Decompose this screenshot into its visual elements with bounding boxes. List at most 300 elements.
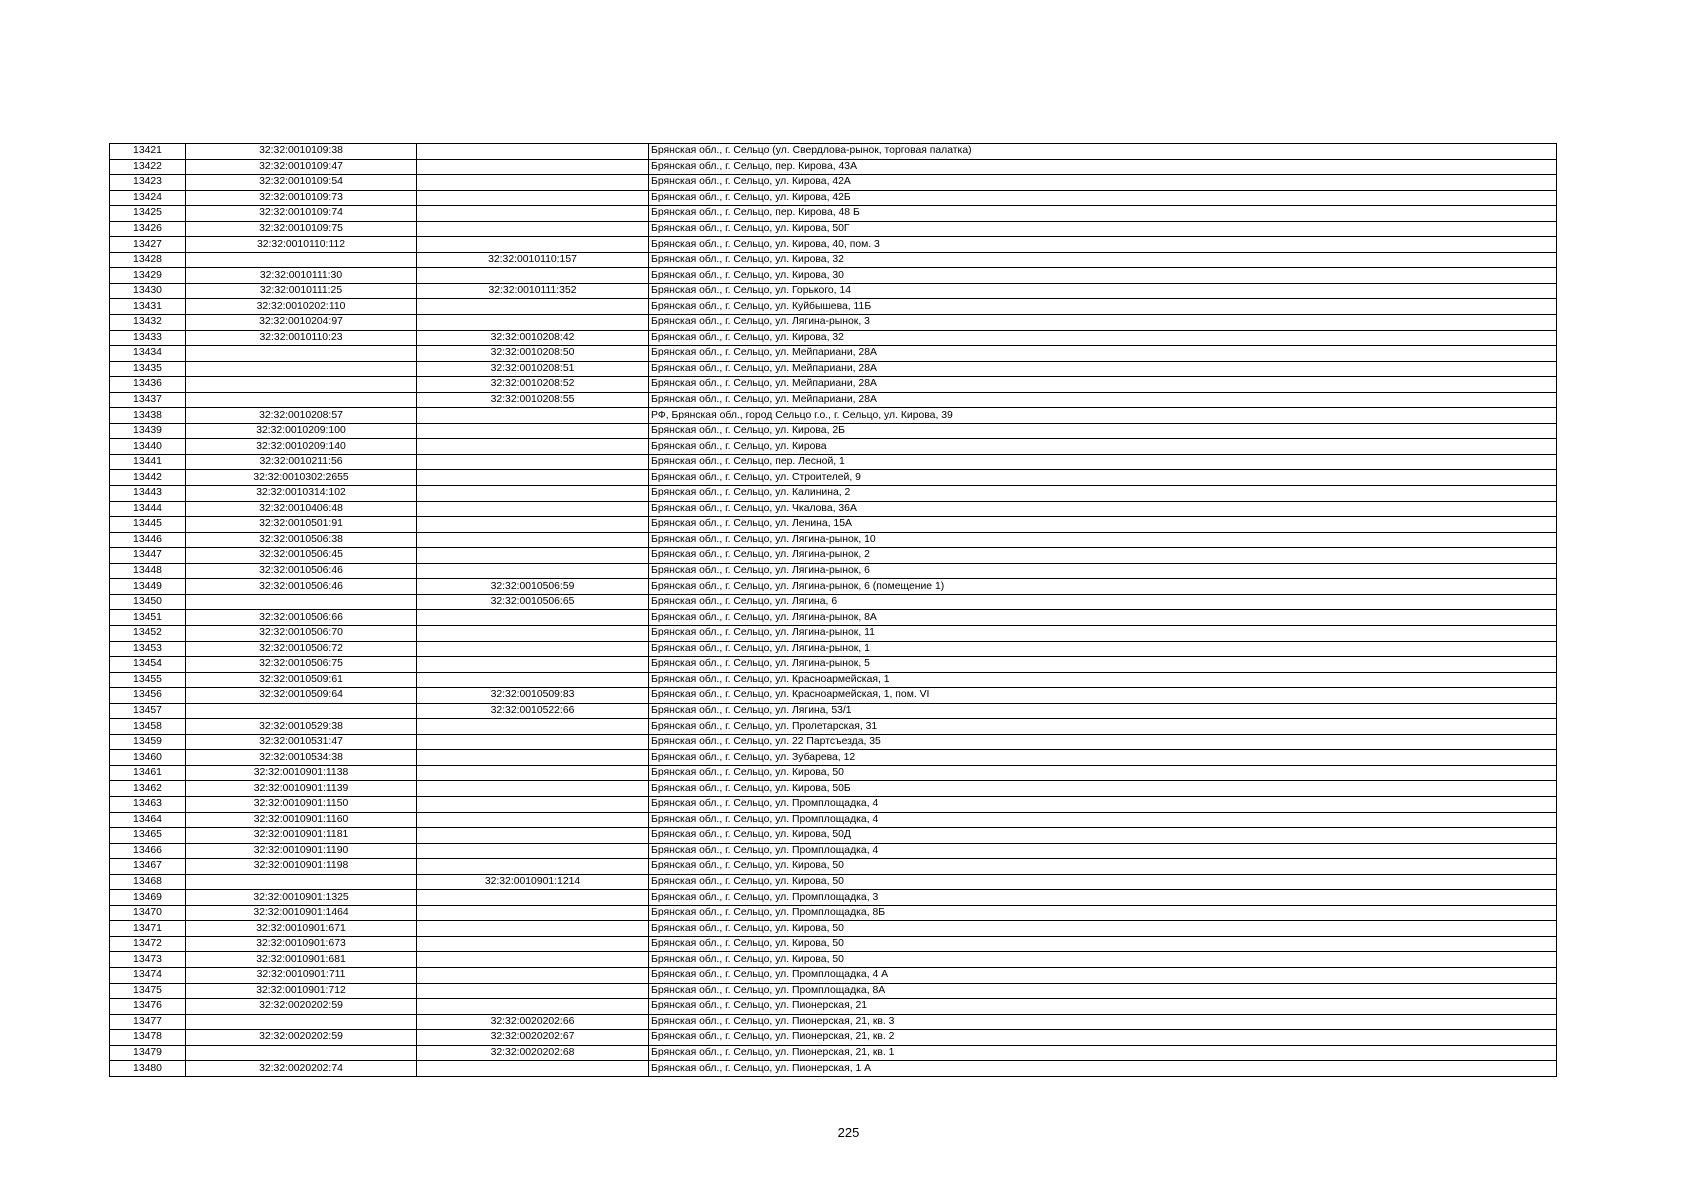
record-number-cell: 13440 bbox=[110, 439, 186, 455]
table-row bbox=[110, 283, 1557, 299]
object-cadastral-number-cell: 32:32:0020202:67 bbox=[417, 1030, 649, 1046]
address-cell: Брянская обл., г. Сельцо, ул. Мейпариани, 28А bbox=[649, 377, 1557, 393]
land-cadastral-number-cell bbox=[186, 392, 417, 408]
land-cadastral-number-cell: 32:32:0010302:2655 bbox=[186, 470, 417, 486]
address-cell: Брянская обл., г. Сельцо, ул. Кирова bbox=[649, 439, 1557, 455]
table-row bbox=[110, 719, 1557, 735]
land-cadastral-number-cell: 32:32:0010209:140 bbox=[186, 439, 417, 455]
address-cell: Брянская обл., г. Сельцо, ул. Промплощадка, 4 А bbox=[649, 967, 1557, 983]
object-cadastral-number-cell bbox=[417, 657, 649, 673]
table-row bbox=[110, 703, 1557, 719]
address-cell: Брянская обл., г. Сельцо, ул. Чкалова, 36А bbox=[649, 501, 1557, 517]
record-number-cell: 13425 bbox=[110, 206, 186, 222]
record-number-cell: 13474 bbox=[110, 967, 186, 983]
object-cadastral-number-cell bbox=[417, 967, 649, 983]
land-cadastral-number-cell: 32:32:0010109:38 bbox=[186, 144, 417, 160]
table-row bbox=[110, 470, 1557, 486]
table-row bbox=[110, 657, 1557, 673]
land-cadastral-number-cell bbox=[186, 874, 417, 890]
record-number-cell: 13461 bbox=[110, 765, 186, 781]
table-row bbox=[110, 299, 1557, 315]
record-number-cell: 13446 bbox=[110, 532, 186, 548]
record-number-cell: 13448 bbox=[110, 563, 186, 579]
land-cadastral-number-cell: 32:32:0010901:1181 bbox=[186, 828, 417, 844]
table-row bbox=[110, 392, 1557, 408]
address-cell: Брянская обл., г. Сельцо, ул. Кирова, 50Б bbox=[649, 781, 1557, 797]
record-number-cell: 13422 bbox=[110, 159, 186, 175]
table-row bbox=[110, 983, 1557, 999]
address-cell: Брянская обл., г. Сельцо, пер. Кирова, 43А bbox=[649, 159, 1557, 175]
address-cell: Брянская обл., г. Сельцо, ул. Лягина-рынок, 6 bbox=[649, 563, 1557, 579]
object-cadastral-number-cell bbox=[417, 423, 649, 439]
table-row bbox=[110, 454, 1557, 470]
address-cell: Брянская обл., г. Сельцо, ул. Лягина-рынок, 8А bbox=[649, 610, 1557, 626]
table-row bbox=[110, 765, 1557, 781]
address-cell: Брянская обл., г. Сельцо, ул. Пионерская, 21, кв. 3 bbox=[649, 1014, 1557, 1030]
object-cadastral-number-cell bbox=[417, 144, 649, 160]
table-row bbox=[110, 346, 1557, 362]
table-row bbox=[110, 874, 1557, 890]
land-cadastral-number-cell: 32:32:0010901:1139 bbox=[186, 781, 417, 797]
land-cadastral-number-cell: 32:32:0010901:1325 bbox=[186, 890, 417, 906]
land-cadastral-number-cell: 32:32:0010506:66 bbox=[186, 610, 417, 626]
address-cell: Брянская обл., г. Сельцо, ул. Кирова, 32 bbox=[649, 252, 1557, 268]
object-cadastral-number-cell: 32:32:0010506:59 bbox=[417, 579, 649, 595]
record-number-cell: 13457 bbox=[110, 703, 186, 719]
address-cell: Брянская обл., г. Сельцо, ул. Пионерская, 21 bbox=[649, 999, 1557, 1015]
record-number-cell: 13459 bbox=[110, 734, 186, 750]
table-row bbox=[110, 750, 1557, 766]
land-cadastral-number-cell: 32:32:0010506:75 bbox=[186, 657, 417, 673]
object-cadastral-number-cell bbox=[417, 408, 649, 424]
table-row bbox=[110, 967, 1557, 983]
record-number-cell: 13447 bbox=[110, 548, 186, 564]
record-number-cell: 13443 bbox=[110, 486, 186, 502]
table-row bbox=[110, 501, 1557, 517]
record-number-cell: 13465 bbox=[110, 828, 186, 844]
address-cell: Брянская обл., г. Сельцо, ул. Кирова, 42Б bbox=[649, 190, 1557, 206]
object-cadastral-number-cell bbox=[417, 454, 649, 470]
land-cadastral-number-cell: 32:32:0010109:74 bbox=[186, 206, 417, 222]
object-cadastral-number-cell bbox=[417, 548, 649, 564]
address-cell: Брянская обл., г. Сельцо, ул. Строителей, 9 bbox=[649, 470, 1557, 486]
record-number-cell: 13424 bbox=[110, 190, 186, 206]
land-cadastral-number-cell: 32:32:0010314:102 bbox=[186, 486, 417, 502]
table-row bbox=[110, 999, 1557, 1015]
table-row bbox=[110, 237, 1557, 253]
object-cadastral-number-cell: 32:32:0020202:68 bbox=[417, 1045, 649, 1061]
land-cadastral-number-cell bbox=[186, 1045, 417, 1061]
record-number-cell: 13444 bbox=[110, 501, 186, 517]
object-cadastral-number-cell bbox=[417, 952, 649, 968]
table-row bbox=[110, 252, 1557, 268]
land-cadastral-number-cell: 32:32:0010509:61 bbox=[186, 672, 417, 688]
record-number-cell: 13449 bbox=[110, 579, 186, 595]
land-cadastral-number-cell: 32:32:0020202:59 bbox=[186, 999, 417, 1015]
object-cadastral-number-cell bbox=[417, 672, 649, 688]
object-cadastral-number-cell bbox=[417, 781, 649, 797]
table-row bbox=[110, 1061, 1557, 1077]
address-cell: Брянская обл., г. Сельцо, ул. Кирова, 50Д bbox=[649, 828, 1557, 844]
object-cadastral-number-cell bbox=[417, 237, 649, 253]
address-cell: Брянская обл., г. Сельцо, ул. Промплощадка, 3 bbox=[649, 890, 1557, 906]
address-cell: Брянская обл., г. Сельцо, ул. Кирова, 42А bbox=[649, 175, 1557, 191]
object-cadastral-number-cell bbox=[417, 812, 649, 828]
table-row bbox=[110, 532, 1557, 548]
object-cadastral-number-cell: 32:32:0010208:55 bbox=[417, 392, 649, 408]
address-cell: Брянская обл., г. Сельцо, ул. Лягина-рынок, 6 (помещение 1) bbox=[649, 579, 1557, 595]
address-cell: Брянская обл., г. Сельцо, ул. Лягина-рынок, 1 bbox=[649, 641, 1557, 657]
address-cell: Брянская обл., г. Сельцо, ул. Пионерская, 21, кв. 2 bbox=[649, 1030, 1557, 1046]
address-cell: Брянская обл., г. Сельцо, пер. Лесной, 1 bbox=[649, 454, 1557, 470]
record-number-cell: 13470 bbox=[110, 905, 186, 921]
record-number-cell: 13463 bbox=[110, 796, 186, 812]
address-cell: Брянская обл., г. Сельцо, ул. Мейпариани, 28А bbox=[649, 346, 1557, 362]
land-cadastral-number-cell bbox=[186, 252, 417, 268]
record-number-cell: 13458 bbox=[110, 719, 186, 735]
land-cadastral-number-cell bbox=[186, 361, 417, 377]
table-row bbox=[110, 315, 1557, 331]
land-cadastral-number-cell: 32:32:0010109:75 bbox=[186, 221, 417, 237]
record-number-cell: 13427 bbox=[110, 237, 186, 253]
table-row bbox=[110, 548, 1557, 564]
table-row bbox=[110, 517, 1557, 533]
land-cadastral-number-cell: 32:32:0010901:1464 bbox=[186, 905, 417, 921]
table-row bbox=[110, 796, 1557, 812]
object-cadastral-number-cell: 32:32:0010208:42 bbox=[417, 330, 649, 346]
address-cell: Брянская обл., г. Сельцо, ул. Кирова, 40, пом. 3 bbox=[649, 237, 1557, 253]
registry-table bbox=[109, 143, 1557, 1077]
record-number-cell: 13460 bbox=[110, 750, 186, 766]
record-number-cell: 13450 bbox=[110, 594, 186, 610]
address-cell: Брянская обл., г. Сельцо, ул. Лягина-рынок, 3 bbox=[649, 315, 1557, 331]
object-cadastral-number-cell bbox=[417, 765, 649, 781]
land-cadastral-number-cell: 32:32:0010506:46 bbox=[186, 579, 417, 595]
object-cadastral-number-cell bbox=[417, 221, 649, 237]
address-cell: Брянская обл., г. Сельцо, пер. Кирова, 48 Б bbox=[649, 206, 1557, 222]
table-row bbox=[110, 579, 1557, 595]
record-number-cell: 13468 bbox=[110, 874, 186, 890]
address-cell: РФ, Брянская обл., город Сельцо г.о., г. Сельцо, ул. Кирова, 39 bbox=[649, 408, 1557, 424]
object-cadastral-number-cell bbox=[417, 206, 649, 222]
table-row bbox=[110, 268, 1557, 284]
object-cadastral-number-cell bbox=[417, 921, 649, 937]
object-cadastral-number-cell bbox=[417, 439, 649, 455]
land-cadastral-number-cell: 32:32:0010111:25 bbox=[186, 283, 417, 299]
address-cell: Брянская обл., г. Сельцо, ул. Кирова, 50 bbox=[649, 859, 1557, 875]
object-cadastral-number-cell bbox=[417, 983, 649, 999]
land-cadastral-number-cell: 32:32:0010208:57 bbox=[186, 408, 417, 424]
table-row bbox=[110, 625, 1557, 641]
record-number-cell: 13434 bbox=[110, 346, 186, 362]
land-cadastral-number-cell: 32:32:0010506:72 bbox=[186, 641, 417, 657]
table-row bbox=[110, 672, 1557, 688]
land-cadastral-number-cell: 32:32:0010111:30 bbox=[186, 268, 417, 284]
land-cadastral-number-cell: 32:32:0010506:38 bbox=[186, 532, 417, 548]
land-cadastral-number-cell: 32:32:0010109:54 bbox=[186, 175, 417, 191]
table-row bbox=[110, 439, 1557, 455]
address-cell: Брянская обл., г. Сельцо, ул. Промплощадка, 8Б bbox=[649, 905, 1557, 921]
table-row bbox=[110, 641, 1557, 657]
table-row bbox=[110, 206, 1557, 222]
table-row bbox=[110, 159, 1557, 175]
object-cadastral-number-cell bbox=[417, 517, 649, 533]
object-cadastral-number-cell bbox=[417, 315, 649, 331]
object-cadastral-number-cell: 32:32:0020202:66 bbox=[417, 1014, 649, 1030]
object-cadastral-number-cell: 32:32:0010208:51 bbox=[417, 361, 649, 377]
object-cadastral-number-cell bbox=[417, 1061, 649, 1077]
page-number: 225 bbox=[837, 1125, 860, 1140]
table-row bbox=[110, 594, 1557, 610]
object-cadastral-number-cell bbox=[417, 890, 649, 906]
land-cadastral-number-cell: 32:32:0010901:671 bbox=[186, 921, 417, 937]
object-cadastral-number-cell: 32:32:0010901:1214 bbox=[417, 874, 649, 890]
address-cell: Брянская обл., г. Сельцо, ул. Горького, 14 bbox=[649, 283, 1557, 299]
land-cadastral-number-cell bbox=[186, 594, 417, 610]
address-cell: Брянская обл., г. Сельцо, ул. Кирова, 2Б bbox=[649, 423, 1557, 439]
land-cadastral-number-cell bbox=[186, 1014, 417, 1030]
table-row bbox=[110, 921, 1557, 937]
land-cadastral-number-cell: 32:32:0010901:673 bbox=[186, 936, 417, 952]
record-number-cell: 13473 bbox=[110, 952, 186, 968]
address-cell: Брянская обл., г. Сельцо, ул. Промплощадка, 4 bbox=[649, 796, 1557, 812]
record-number-cell: 13431 bbox=[110, 299, 186, 315]
object-cadastral-number-cell bbox=[417, 532, 649, 548]
object-cadastral-number-cell bbox=[417, 796, 649, 812]
address-cell: Брянская обл., г. Сельцо, ул. Пионерская, 21, кв. 1 bbox=[649, 1045, 1557, 1061]
land-cadastral-number-cell: 32:32:0010209:100 bbox=[186, 423, 417, 439]
land-cadastral-number-cell: 32:32:0010901:1198 bbox=[186, 859, 417, 875]
address-cell: Брянская обл., г. Сельцо, ул. Кирова, 50 bbox=[649, 936, 1557, 952]
address-cell: Брянская обл., г. Сельцо, ул. Пролетарская, 31 bbox=[649, 719, 1557, 735]
record-number-cell: 13436 bbox=[110, 377, 186, 393]
land-cadastral-number-cell: 32:32:0010901:711 bbox=[186, 967, 417, 983]
table-row bbox=[110, 890, 1557, 906]
land-cadastral-number-cell: 32:32:0010506:45 bbox=[186, 548, 417, 564]
record-number-cell: 13433 bbox=[110, 330, 186, 346]
object-cadastral-number-cell bbox=[417, 175, 649, 191]
record-number-cell: 13455 bbox=[110, 672, 186, 688]
address-cell: Брянская обл., г. Сельцо, ул. Лягина-рынок, 11 bbox=[649, 625, 1557, 641]
record-number-cell: 13445 bbox=[110, 517, 186, 533]
table-row bbox=[110, 952, 1557, 968]
table-row bbox=[110, 812, 1557, 828]
record-number-cell: 13426 bbox=[110, 221, 186, 237]
table-row bbox=[110, 330, 1557, 346]
record-number-cell: 13451 bbox=[110, 610, 186, 626]
object-cadastral-number-cell bbox=[417, 999, 649, 1015]
address-cell: Брянская обл., г. Сельцо, ул. Кирова, 50 bbox=[649, 874, 1557, 890]
address-cell: Брянская обл., г. Сельцо, ул. Кирова, 50 bbox=[649, 921, 1557, 937]
record-number-cell: 13423 bbox=[110, 175, 186, 191]
object-cadastral-number-cell bbox=[417, 734, 649, 750]
address-cell: Брянская обл., г. Сельцо, ул. Кирова, 30 bbox=[649, 268, 1557, 284]
record-number-cell: 13453 bbox=[110, 641, 186, 657]
address-cell: Брянская обл., г. Сельцо, ул. 22 Партсъезда, 35 bbox=[649, 734, 1557, 750]
record-number-cell: 13438 bbox=[110, 408, 186, 424]
object-cadastral-number-cell: 32:32:0010509:83 bbox=[417, 688, 649, 704]
table-row bbox=[110, 781, 1557, 797]
object-cadastral-number-cell: 32:32:0010110:157 bbox=[417, 252, 649, 268]
land-cadastral-number-cell: 32:32:0010529:38 bbox=[186, 719, 417, 735]
address-cell: Брянская обл., г. Сельцо, ул. Лягина-рынок, 5 bbox=[649, 657, 1557, 673]
table-row bbox=[110, 859, 1557, 875]
land-cadastral-number-cell: 32:32:0010901:1138 bbox=[186, 765, 417, 781]
address-cell: Брянская обл., г. Сельцо, ул. Лягина, 53/1 bbox=[649, 703, 1557, 719]
land-cadastral-number-cell: 32:32:0010110:23 bbox=[186, 330, 417, 346]
record-number-cell: 13439 bbox=[110, 423, 186, 439]
object-cadastral-number-cell bbox=[417, 936, 649, 952]
table-row bbox=[110, 734, 1557, 750]
object-cadastral-number-cell bbox=[417, 268, 649, 284]
land-cadastral-number-cell: 32:32:0010109:73 bbox=[186, 190, 417, 206]
land-cadastral-number-cell: 32:32:0020202:74 bbox=[186, 1061, 417, 1077]
object-cadastral-number-cell bbox=[417, 750, 649, 766]
record-number-cell: 13437 bbox=[110, 392, 186, 408]
table-row bbox=[110, 361, 1557, 377]
object-cadastral-number-cell bbox=[417, 563, 649, 579]
land-cadastral-number-cell: 32:32:0010202:110 bbox=[186, 299, 417, 315]
table-row bbox=[110, 1045, 1557, 1061]
record-number-cell: 13462 bbox=[110, 781, 186, 797]
address-cell: Брянская обл., г. Сельцо, ул. Калинина, 2 bbox=[649, 486, 1557, 502]
table-row bbox=[110, 843, 1557, 859]
record-number-cell: 13477 bbox=[110, 1014, 186, 1030]
land-cadastral-number-cell: 32:32:0010211:56 bbox=[186, 454, 417, 470]
table-row bbox=[110, 936, 1557, 952]
object-cadastral-number-cell: 32:32:0010208:52 bbox=[417, 377, 649, 393]
address-cell: Брянская обл., г. Сельцо, ул. Куйбышева, 11Б bbox=[649, 299, 1557, 315]
table-row bbox=[110, 1030, 1557, 1046]
table-row bbox=[110, 905, 1557, 921]
object-cadastral-number-cell bbox=[417, 625, 649, 641]
table-row bbox=[110, 175, 1557, 191]
table-row bbox=[110, 408, 1557, 424]
land-cadastral-number-cell: 32:32:0010501:91 bbox=[186, 517, 417, 533]
table-row bbox=[110, 828, 1557, 844]
record-number-cell: 13475 bbox=[110, 983, 186, 999]
land-cadastral-number-cell: 32:32:0010506:46 bbox=[186, 563, 417, 579]
table-row bbox=[110, 221, 1557, 237]
object-cadastral-number-cell bbox=[417, 159, 649, 175]
address-cell: Брянская обл., г. Сельцо (ул. Свердлова-рынок, торговая палатка) bbox=[649, 144, 1557, 160]
object-cadastral-number-cell bbox=[417, 501, 649, 517]
land-cadastral-number-cell: 32:32:0010509:64 bbox=[186, 688, 417, 704]
address-cell: Брянская обл., г. Сельцо, ул. Кирова, 50 bbox=[649, 952, 1557, 968]
object-cadastral-number-cell bbox=[417, 859, 649, 875]
land-cadastral-number-cell: 32:32:0010204:97 bbox=[186, 315, 417, 331]
object-cadastral-number-cell bbox=[417, 719, 649, 735]
address-cell: Брянская обл., г. Сельцо, ул. Промплощадка, 4 bbox=[649, 812, 1557, 828]
record-number-cell: 13430 bbox=[110, 283, 186, 299]
table-row bbox=[110, 486, 1557, 502]
address-cell: Брянская обл., г. Сельцо, ул. Мейпариани, 28А bbox=[649, 361, 1557, 377]
land-cadastral-number-cell: 32:32:0010901:1150 bbox=[186, 796, 417, 812]
land-cadastral-number-cell: 32:32:0010109:47 bbox=[186, 159, 417, 175]
record-number-cell: 13466 bbox=[110, 843, 186, 859]
object-cadastral-number-cell bbox=[417, 843, 649, 859]
address-cell: Брянская обл., г. Сельцо, ул. Промплощадка, 4 bbox=[649, 843, 1557, 859]
record-number-cell: 13454 bbox=[110, 657, 186, 673]
table-row bbox=[110, 144, 1557, 160]
land-cadastral-number-cell: 32:32:0010901:1190 bbox=[186, 843, 417, 859]
record-number-cell: 13429 bbox=[110, 268, 186, 284]
table-row bbox=[110, 423, 1557, 439]
object-cadastral-number-cell bbox=[417, 470, 649, 486]
object-cadastral-number-cell: 32:32:0010208:50 bbox=[417, 346, 649, 362]
registry-table-body bbox=[110, 144, 1557, 1077]
land-cadastral-number-cell: 32:32:0010901:681 bbox=[186, 952, 417, 968]
table-row bbox=[110, 610, 1557, 626]
address-cell: Брянская обл., г. Сельцо, ул. Кирова, 50Г bbox=[649, 221, 1557, 237]
land-cadastral-number-cell: 32:32:0010901:712 bbox=[186, 983, 417, 999]
land-cadastral-number-cell: 32:32:0020202:59 bbox=[186, 1030, 417, 1046]
object-cadastral-number-cell bbox=[417, 610, 649, 626]
object-cadastral-number-cell bbox=[417, 299, 649, 315]
record-number-cell: 13421 bbox=[110, 144, 186, 160]
record-number-cell: 13467 bbox=[110, 859, 186, 875]
object-cadastral-number-cell bbox=[417, 190, 649, 206]
address-cell: Брянская обл., г. Сельцо, ул. Пионерская, 1 А bbox=[649, 1061, 1557, 1077]
record-number-cell: 13442 bbox=[110, 470, 186, 486]
land-cadastral-number-cell: 32:32:0010506:70 bbox=[186, 625, 417, 641]
record-number-cell: 13441 bbox=[110, 454, 186, 470]
object-cadastral-number-cell bbox=[417, 641, 649, 657]
object-cadastral-number-cell bbox=[417, 905, 649, 921]
land-cadastral-number-cell: 32:32:0010901:1160 bbox=[186, 812, 417, 828]
object-cadastral-number-cell bbox=[417, 486, 649, 502]
table-row bbox=[110, 1014, 1557, 1030]
record-number-cell: 13456 bbox=[110, 688, 186, 704]
address-cell: Брянская обл., г. Сельцо, ул. Лягина-рынок, 2 bbox=[649, 548, 1557, 564]
address-cell: Брянская обл., г. Сельцо, ул. Красноармейская, 1, пом. VI bbox=[649, 688, 1557, 704]
object-cadastral-number-cell: 32:32:0010522:66 bbox=[417, 703, 649, 719]
record-number-cell: 13476 bbox=[110, 999, 186, 1015]
record-number-cell: 13469 bbox=[110, 890, 186, 906]
address-cell: Брянская обл., г. Сельцо, ул. Красноармейская, 1 bbox=[649, 672, 1557, 688]
land-cadastral-number-cell: 32:32:0010531:47 bbox=[186, 734, 417, 750]
record-number-cell: 13480 bbox=[110, 1061, 186, 1077]
table-row bbox=[110, 688, 1557, 704]
record-number-cell: 13452 bbox=[110, 625, 186, 641]
land-cadastral-number-cell bbox=[186, 703, 417, 719]
record-number-cell: 13471 bbox=[110, 921, 186, 937]
address-cell: Брянская обл., г. Сельцо, ул. Кирова, 32 bbox=[649, 330, 1557, 346]
address-cell: Брянская обл., г. Сельцо, ул. Зубарева, 12 bbox=[649, 750, 1557, 766]
address-cell: Брянская обл., г. Сельцо, ул. Лягина-рынок, 10 bbox=[649, 532, 1557, 548]
address-cell: Брянская обл., г. Сельцо, ул. Мейпариани, 28А bbox=[649, 392, 1557, 408]
record-number-cell: 13428 bbox=[110, 252, 186, 268]
address-cell: Брянская обл., г. Сельцо, ул. Кирова, 50 bbox=[649, 765, 1557, 781]
land-cadastral-number-cell bbox=[186, 346, 417, 362]
land-cadastral-number-cell: 32:32:0010406:48 bbox=[186, 501, 417, 517]
object-cadastral-number-cell: 32:32:0010506:65 bbox=[417, 594, 649, 610]
record-number-cell: 13472 bbox=[110, 936, 186, 952]
land-cadastral-number-cell: 32:32:0010534:38 bbox=[186, 750, 417, 766]
table-row bbox=[110, 563, 1557, 579]
record-number-cell: 13432 bbox=[110, 315, 186, 331]
address-cell: Брянская обл., г. Сельцо, ул. Ленина, 15А bbox=[649, 517, 1557, 533]
object-cadastral-number-cell: 32:32:0010111:352 bbox=[417, 283, 649, 299]
record-number-cell: 13435 bbox=[110, 361, 186, 377]
object-cadastral-number-cell bbox=[417, 828, 649, 844]
record-number-cell: 13478 bbox=[110, 1030, 186, 1046]
land-cadastral-number-cell: 32:32:0010110:112 bbox=[186, 237, 417, 253]
land-cadastral-number-cell bbox=[186, 377, 417, 393]
record-number-cell: 13479 bbox=[110, 1045, 186, 1061]
table-row bbox=[110, 377, 1557, 393]
address-cell: Брянская обл., г. Сельцо, ул. Лягина, 6 bbox=[649, 594, 1557, 610]
